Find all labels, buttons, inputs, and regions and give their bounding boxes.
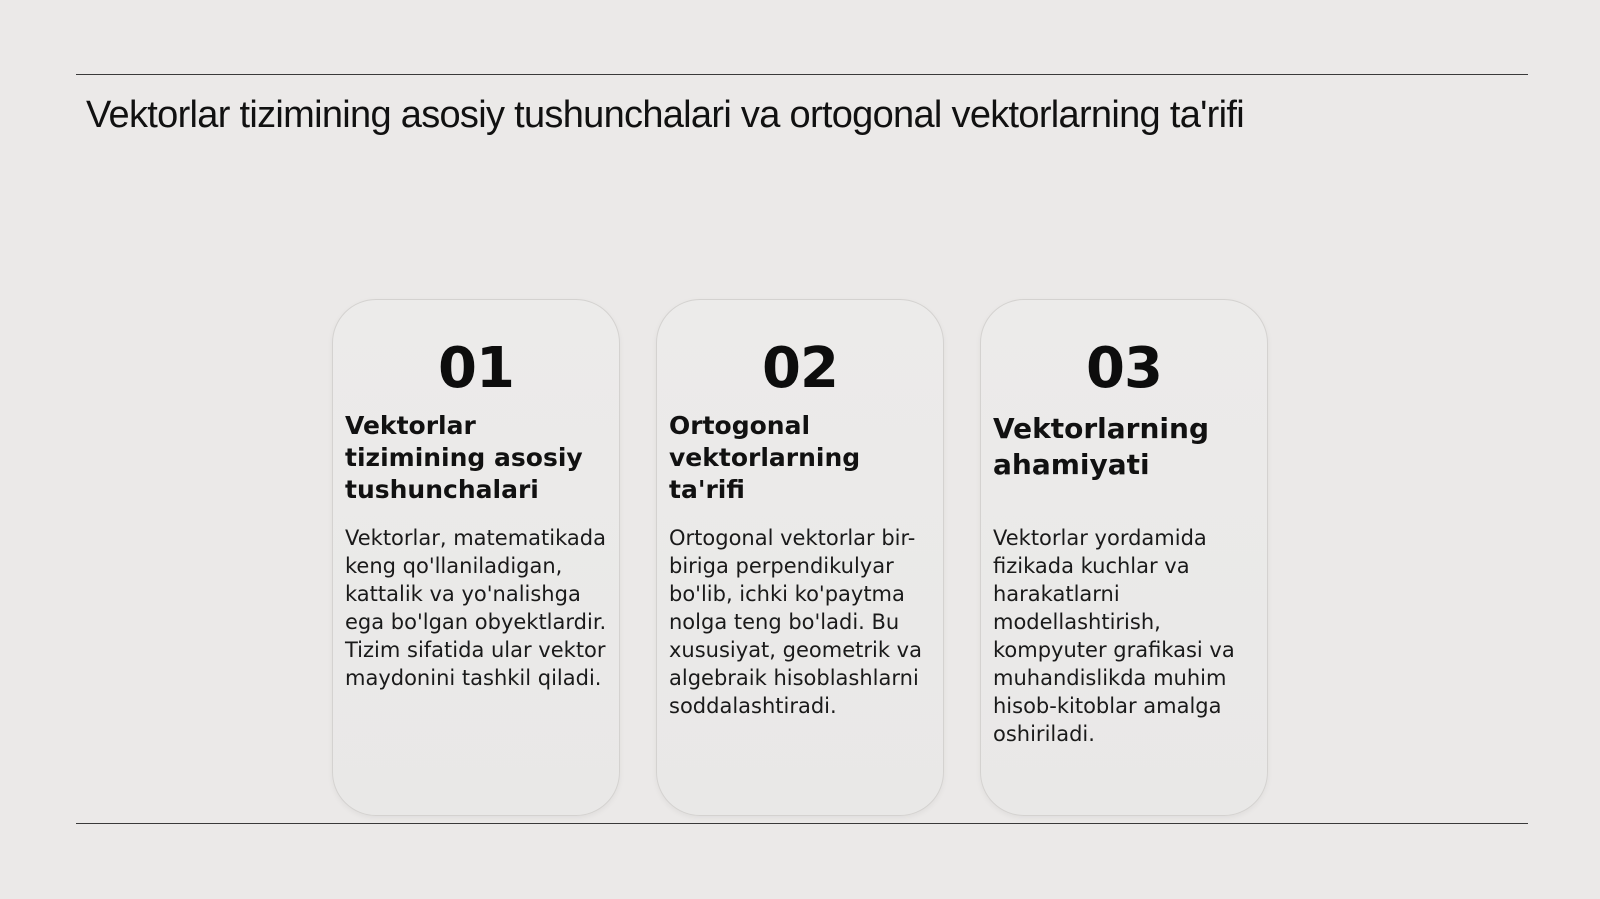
card-heading: Ortogonal vektorlarning ta'rifi xyxy=(669,411,861,504)
card-number: 03 xyxy=(1086,336,1162,401)
card-number: 02 xyxy=(762,336,838,401)
card-body: Vektorlar yordamida fizikada kuchlar va harakatlarni modellashtirish, kompyuter grafikasi va muhandislikda muhim hisob-kitoblar amalga oshiriladi. xyxy=(993,526,1235,746)
card-01 xyxy=(332,299,620,816)
card-02 xyxy=(656,299,944,816)
bottom-divider xyxy=(76,823,1528,824)
page-title: Vektorlar tizimining asosiy tushunchalari va ortogonal vektorlarning ta'rifi xyxy=(86,94,1244,136)
card-03 xyxy=(980,299,1268,816)
card-body: Vektorlar, matematikada keng qo'llaniladigan, kattalik va yo'nalishga ega bo'lgan obyektlardir. Tizim sifatida ular vektor maydonini tashkil qiladi. xyxy=(345,526,607,690)
card-heading: Vektorlar tizimining asosiy tushunchalari xyxy=(345,411,583,504)
card-number: 01 xyxy=(438,336,514,401)
card-body: Ortogonal vektorlar bir-biriga perpendikulyar bo'lib, ichki ko'paytma nolga teng bo'ladi. Bu xususiyat, geometrik va algebraik hisoblashlarni soddalashtiradi. xyxy=(669,526,922,718)
top-divider xyxy=(76,74,1528,75)
card-heading: Vektorlarning ahamiyati xyxy=(993,412,1209,481)
